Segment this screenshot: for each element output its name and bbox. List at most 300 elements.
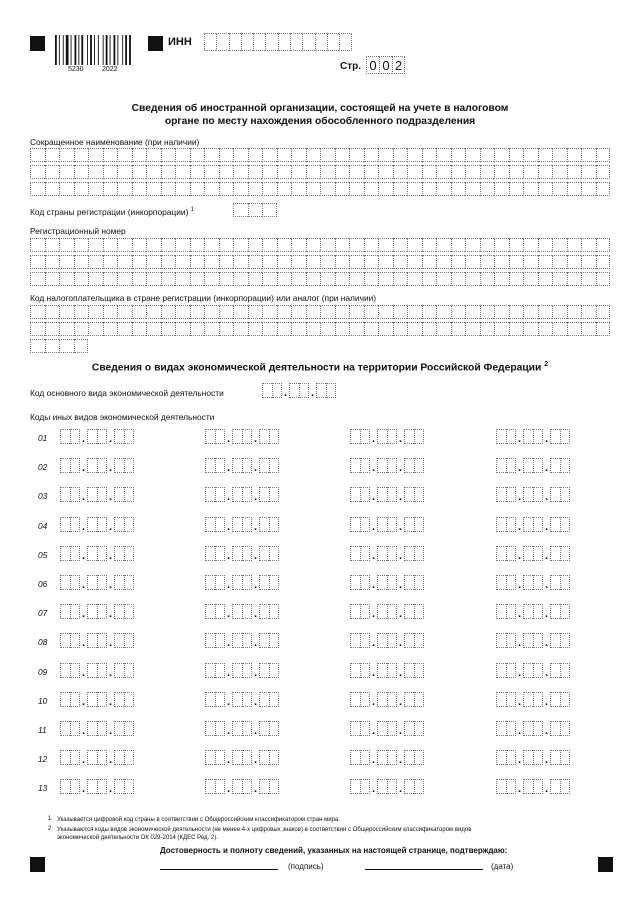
- code-row-number: 09: [38, 666, 48, 677]
- input-cell: [523, 305, 538, 319]
- input-cell: [262, 165, 277, 179]
- input-cell: [509, 255, 524, 269]
- input-cell: [175, 165, 190, 179]
- corner-marker-top-left: [30, 36, 45, 51]
- input-cell: [248, 165, 263, 179]
- input-cell: [349, 305, 364, 319]
- country-code-footnote-ref: 1: [190, 207, 195, 214]
- input-cell: [364, 305, 379, 319]
- input-cell: [248, 238, 263, 252]
- section2-title: [60, 358, 580, 374]
- activity-code-field[interactable]: . .: [205, 546, 279, 561]
- footnote-2: [48, 826, 472, 842]
- input-cell: [306, 182, 321, 196]
- activity-code-field[interactable]: . .: [60, 487, 134, 502]
- input-cell: [494, 255, 509, 269]
- input-cell: [320, 148, 335, 162]
- page-digit-3: 2: [392, 56, 405, 74]
- input-cell: [291, 182, 306, 196]
- code-row-number: 04: [38, 520, 48, 531]
- input-cell: [451, 148, 466, 162]
- activity-code-field[interactable]: . .: [350, 517, 424, 532]
- input-cell: [277, 305, 292, 319]
- input-cell: [523, 182, 538, 196]
- short-name-label: Сокращенное наименование (при наличии): [30, 137, 200, 147]
- input-cell: [248, 255, 263, 269]
- input-cell: [291, 305, 306, 319]
- input-cell: [306, 322, 321, 336]
- input-cell: [349, 165, 364, 179]
- input-cell: [567, 272, 582, 286]
- reg-number-row-3[interactable]: [30, 272, 610, 286]
- input-cell: [233, 182, 248, 196]
- activity-code-field[interactable]: . .: [350, 546, 424, 561]
- input-cell: [465, 182, 480, 196]
- date-label: (дата): [491, 862, 514, 871]
- input-cell: [74, 165, 89, 179]
- input-cell: [436, 148, 451, 162]
- reg-number-label: Регистрационный номер: [30, 226, 126, 236]
- input-cell: [538, 272, 553, 286]
- input-cell: [88, 238, 103, 252]
- input-cell: [465, 148, 480, 162]
- activity-code-field[interactable]: . .: [60, 604, 134, 619]
- activity-code-field[interactable]: . .: [496, 604, 570, 619]
- confirmation-text: Достоверность и полноту сведений, указанных на настоящей странице, подтверждаю:: [160, 846, 508, 855]
- input-cell: [59, 148, 74, 162]
- input-cell: [581, 165, 596, 179]
- input-cell: [132, 165, 147, 179]
- footnote-1-number: 1: [48, 816, 52, 822]
- activity-code-field[interactable]: . .: [496, 779, 570, 794]
- short-name-row-1[interactable]: [30, 148, 610, 162]
- input-cell: [103, 238, 118, 252]
- input-cell: [146, 272, 161, 286]
- input-cell: [407, 305, 422, 319]
- activity-code-field[interactable]: . .: [60, 779, 134, 794]
- input-cell: [451, 255, 466, 269]
- input-cell: [480, 305, 495, 319]
- input-cell: [146, 182, 161, 196]
- input-cell: [320, 165, 335, 179]
- input-cell: [581, 322, 596, 336]
- input-cell: [233, 322, 248, 336]
- input-cell: [175, 305, 190, 319]
- section2-title-text: Сведения о видах экономической деятельности на территории Российской Федерации: [91, 362, 542, 374]
- barcode-number-left: 5230: [68, 66, 84, 73]
- code-row-number: 13: [38, 783, 48, 794]
- inn-cell: [265, 33, 277, 51]
- input-cell: [378, 255, 393, 269]
- input-cell: [306, 272, 321, 286]
- activity-code-field[interactable]: . .: [205, 721, 279, 736]
- input-cell: [596, 305, 611, 319]
- input-cell: [74, 148, 89, 162]
- input-cell: [306, 148, 321, 162]
- input-cell: [335, 148, 350, 162]
- activity-code-field[interactable]: . .: [350, 779, 424, 794]
- input-cell: [436, 255, 451, 269]
- input-cell: [552, 238, 567, 252]
- input-cell: [161, 165, 176, 179]
- input-cell: [596, 182, 611, 196]
- activity-code-field[interactable]: . .: [205, 633, 279, 648]
- input-cell: [190, 165, 205, 179]
- activity-code-field[interactable]: . .: [205, 458, 279, 473]
- activity-code-field[interactable]: . .: [350, 750, 424, 765]
- activity-code-field[interactable]: . .: [496, 692, 570, 707]
- activity-code-field[interactable]: . .: [350, 633, 424, 648]
- input-cell: [306, 165, 321, 179]
- input-cell: [161, 238, 176, 252]
- activity-code-field[interactable]: . .: [60, 458, 134, 473]
- input-cell: [494, 165, 509, 179]
- input-cell: [378, 322, 393, 336]
- input-cell: [364, 238, 379, 252]
- input-cell: [291, 272, 306, 286]
- page-digit-1: 0: [366, 56, 379, 74]
- input-cell: [262, 255, 277, 269]
- input-cell: [132, 182, 147, 196]
- activity-code-field[interactable]: . .: [350, 721, 424, 736]
- activity-code-field[interactable]: . .: [205, 429, 279, 444]
- input-cell: [494, 322, 509, 336]
- activity-code-field[interactable]: . .: [496, 487, 570, 502]
- inn-cell: [204, 33, 216, 51]
- activity-code-field[interactable]: . .: [60, 721, 134, 736]
- activity-code-field[interactable]: . .: [60, 575, 134, 590]
- input-cell: [190, 182, 205, 196]
- input-cell: [451, 272, 466, 286]
- input-cell: [146, 238, 161, 252]
- input-cell: [30, 182, 45, 196]
- activity-code-field[interactable]: . .: [496, 546, 570, 561]
- input-cell: [509, 182, 524, 196]
- inn-cell: [241, 33, 253, 51]
- input-cell: [45, 339, 60, 353]
- activity-code-field[interactable]: . .: [350, 429, 424, 444]
- input-cell: [103, 165, 118, 179]
- input-cell: [422, 182, 437, 196]
- input-cell: [277, 165, 292, 179]
- code-row-number: 07: [38, 608, 48, 619]
- input-cell: [219, 305, 234, 319]
- input-cell: [161, 322, 176, 336]
- input-cell: [581, 182, 596, 196]
- input-cell: [30, 238, 45, 252]
- input-cell: [335, 255, 350, 269]
- input-cell: [103, 272, 118, 286]
- activity-code-field[interactable]: . .: [60, 546, 134, 561]
- input-cell: [117, 272, 132, 286]
- short-name-row-3[interactable]: [30, 182, 610, 196]
- input-cell: [103, 182, 118, 196]
- footnote-2-number: 2: [48, 826, 52, 832]
- input-cell: [88, 272, 103, 286]
- other-codes-label: Коды иных видов экономической деятельности: [30, 412, 215, 422]
- activity-code-field[interactable]: . .: [205, 750, 279, 765]
- input-cell: [494, 238, 509, 252]
- input-cell: [59, 272, 74, 286]
- code-row-number: 02: [38, 462, 48, 473]
- input-cell: [509, 238, 524, 252]
- input-cell: [335, 238, 350, 252]
- date-line[interactable]: [365, 869, 483, 870]
- activity-code-field[interactable]: . .: [205, 779, 279, 794]
- input-cell: [233, 272, 248, 286]
- input-cell: [88, 322, 103, 336]
- input-cell: [436, 322, 451, 336]
- input-cell: [567, 322, 582, 336]
- activity-code-field[interactable]: . .: [350, 663, 424, 678]
- input-cell: [88, 182, 103, 196]
- code-row-number: 03: [38, 491, 48, 502]
- activity-code-field[interactable]: . .: [205, 604, 279, 619]
- activity-code-field[interactable]: . .: [60, 633, 134, 648]
- input-cell: [161, 182, 176, 196]
- input-cell: [175, 255, 190, 269]
- input-cell: [523, 272, 538, 286]
- input-cell: [465, 255, 480, 269]
- activity-code-field[interactable]: . .: [350, 575, 424, 590]
- input-cell: [204, 322, 219, 336]
- code-row-number: 12: [38, 754, 48, 765]
- input-cell: [407, 255, 422, 269]
- activity-code-field[interactable]: . .: [205, 487, 279, 502]
- input-cell: [45, 165, 60, 179]
- activity-code-field[interactable]: . .: [350, 692, 424, 707]
- input-cell: [161, 305, 176, 319]
- activity-code-field[interactable]: . .: [496, 633, 570, 648]
- input-cell: [494, 305, 509, 319]
- inn-field[interactable]: [204, 33, 352, 51]
- activity-code-field[interactable]: . .: [496, 517, 570, 532]
- input-cell: [45, 238, 60, 252]
- activity-code-field[interactable]: . .: [205, 692, 279, 707]
- inn-label: ИНН: [168, 36, 192, 48]
- input-cell: [88, 165, 103, 179]
- input-cell: [349, 182, 364, 196]
- input-cell: [291, 148, 306, 162]
- taxpayer-code-row-1[interactable]: [30, 305, 610, 319]
- section2-footnote-ref: 2: [544, 361, 549, 368]
- input-cell: [233, 238, 248, 252]
- input-cell: [436, 305, 451, 319]
- input-cell: [364, 165, 379, 179]
- input-cell: [596, 255, 611, 269]
- taxpayer-code-label: Код налогоплательщика в стране регистрации (инкорпорации) или аналог (при наличии): [30, 293, 377, 303]
- taxpayer-code-row-2[interactable]: [30, 322, 610, 336]
- input-cell: [378, 182, 393, 196]
- input-cell: [349, 255, 364, 269]
- input-cell: [422, 238, 437, 252]
- input-cell: [219, 182, 234, 196]
- footnote-1: [48, 816, 340, 824]
- activity-code-field[interactable]: . .: [350, 458, 424, 473]
- input-cell: [320, 238, 335, 252]
- country-code-field[interactable]: [233, 203, 277, 217]
- input-cell: [204, 305, 219, 319]
- input-cell: [117, 305, 132, 319]
- input-cell: [596, 272, 611, 286]
- input-cell: [335, 322, 350, 336]
- input-cell: [132, 322, 147, 336]
- input-cell: [306, 305, 321, 319]
- activity-code-field[interactable]: . .: [496, 575, 570, 590]
- input-cell: [190, 322, 205, 336]
- input-cell: [581, 148, 596, 162]
- input-cell: [219, 165, 234, 179]
- input-cell: [538, 148, 553, 162]
- taxpayer-code-row-3[interactable]: [30, 339, 88, 353]
- input-cell: [146, 148, 161, 162]
- input-cell: [190, 148, 205, 162]
- activity-code-field[interactable]: . .: [496, 458, 570, 473]
- input-cell: [407, 238, 422, 252]
- input-cell: [117, 148, 132, 162]
- input-cell: [59, 238, 74, 252]
- input-cell: [538, 305, 553, 319]
- input-cell: [190, 238, 205, 252]
- input-cell: [480, 148, 495, 162]
- input-cell: [422, 165, 437, 179]
- input-cell: [146, 255, 161, 269]
- input-cell: [248, 148, 263, 162]
- activity-code-field[interactable]: . .: [60, 692, 134, 707]
- input-cell: [552, 272, 567, 286]
- input-cell: [59, 182, 74, 196]
- input-cell: [277, 322, 292, 336]
- input-cell: [378, 148, 393, 162]
- activity-code-field[interactable]: . .: [496, 721, 570, 736]
- activity-code-field[interactable]: . .: [60, 750, 134, 765]
- input-cell: [132, 238, 147, 252]
- input-cell: [204, 255, 219, 269]
- activity-code-field[interactable]: . .: [496, 663, 570, 678]
- input-cell: [248, 322, 263, 336]
- activity-code-field[interactable]: . .: [496, 750, 570, 765]
- input-cell: [117, 182, 132, 196]
- input-cell: [103, 255, 118, 269]
- main-activity-code-field[interactable]: . .: [262, 383, 336, 398]
- input-cell: [393, 305, 408, 319]
- code-row-number: 10: [38, 695, 48, 706]
- activity-code-field[interactable]: . .: [205, 517, 279, 532]
- input-cell: [74, 322, 89, 336]
- inn-cell: [229, 33, 241, 51]
- input-cell: [480, 322, 495, 336]
- input-cell: [117, 322, 132, 336]
- input-cell: [30, 165, 45, 179]
- activity-code-field[interactable]: . .: [350, 487, 424, 502]
- input-cell: [364, 255, 379, 269]
- input-cell: [204, 165, 219, 179]
- reg-number-row-1[interactable]: [30, 238, 610, 252]
- input-cell: [30, 255, 45, 269]
- input-cell: [349, 238, 364, 252]
- input-cell: [407, 272, 422, 286]
- inn-cell: [327, 33, 339, 51]
- input-cell: [538, 322, 553, 336]
- signature-label: (подпись): [288, 862, 324, 871]
- input-cell: [596, 322, 611, 336]
- input-cell: [233, 305, 248, 319]
- input-cell: [59, 339, 74, 353]
- input-cell: [523, 255, 538, 269]
- input-cell: [74, 238, 89, 252]
- input-cell: [567, 255, 582, 269]
- input-cell: [378, 238, 393, 252]
- input-cell: [451, 165, 466, 179]
- input-cell: [219, 322, 234, 336]
- input-cell: [581, 272, 596, 286]
- input-cell: [320, 272, 335, 286]
- input-cell: [248, 272, 263, 286]
- input-cell: [161, 255, 176, 269]
- input-cell: [117, 238, 132, 252]
- activity-code-field[interactable]: . .: [350, 604, 424, 619]
- input-cell: [88, 305, 103, 319]
- input-cell: [204, 148, 219, 162]
- code-row-number: 11: [38, 725, 47, 735]
- input-cell: [262, 272, 277, 286]
- input-cell: [248, 305, 263, 319]
- input-cell: [219, 255, 234, 269]
- input-cell: [436, 272, 451, 286]
- code-row-number: 05: [38, 549, 48, 560]
- inn-cell: [216, 33, 228, 51]
- input-cell: [248, 203, 263, 217]
- reg-number-row-2[interactable]: [30, 255, 610, 269]
- input-cell: [306, 238, 321, 252]
- activity-code-field[interactable]: . .: [60, 517, 134, 532]
- input-cell: [465, 238, 480, 252]
- input-cell: [480, 238, 495, 252]
- input-cell: [480, 182, 495, 196]
- activity-code-field[interactable]: . .: [205, 663, 279, 678]
- input-cell: [88, 255, 103, 269]
- input-cell: [117, 165, 132, 179]
- activity-code-field[interactable]: . .: [496, 429, 570, 444]
- input-cell: [117, 255, 132, 269]
- short-name-row-2[interactable]: [30, 165, 610, 179]
- input-cell: [407, 322, 422, 336]
- input-cell: [103, 322, 118, 336]
- input-cell: [219, 148, 234, 162]
- input-cell: [465, 272, 480, 286]
- input-cell: [74, 305, 89, 319]
- input-cell: [175, 322, 190, 336]
- input-cell: [552, 182, 567, 196]
- activity-code-field[interactable]: . .: [60, 429, 134, 444]
- input-cell: [596, 238, 611, 252]
- activity-code-field[interactable]: . .: [205, 575, 279, 590]
- input-cell: [349, 148, 364, 162]
- input-cell: [552, 255, 567, 269]
- input-cell: [190, 255, 205, 269]
- input-cell: [523, 322, 538, 336]
- input-cell: [45, 182, 60, 196]
- input-cell: [567, 182, 582, 196]
- input-cell: [393, 322, 408, 336]
- input-cell: [320, 182, 335, 196]
- signature-line[interactable]: [160, 869, 278, 870]
- input-cell: [596, 165, 611, 179]
- input-cell: [45, 255, 60, 269]
- input-cell: [262, 182, 277, 196]
- activity-code-field[interactable]: . .: [60, 663, 134, 678]
- inn-cell: [253, 33, 265, 51]
